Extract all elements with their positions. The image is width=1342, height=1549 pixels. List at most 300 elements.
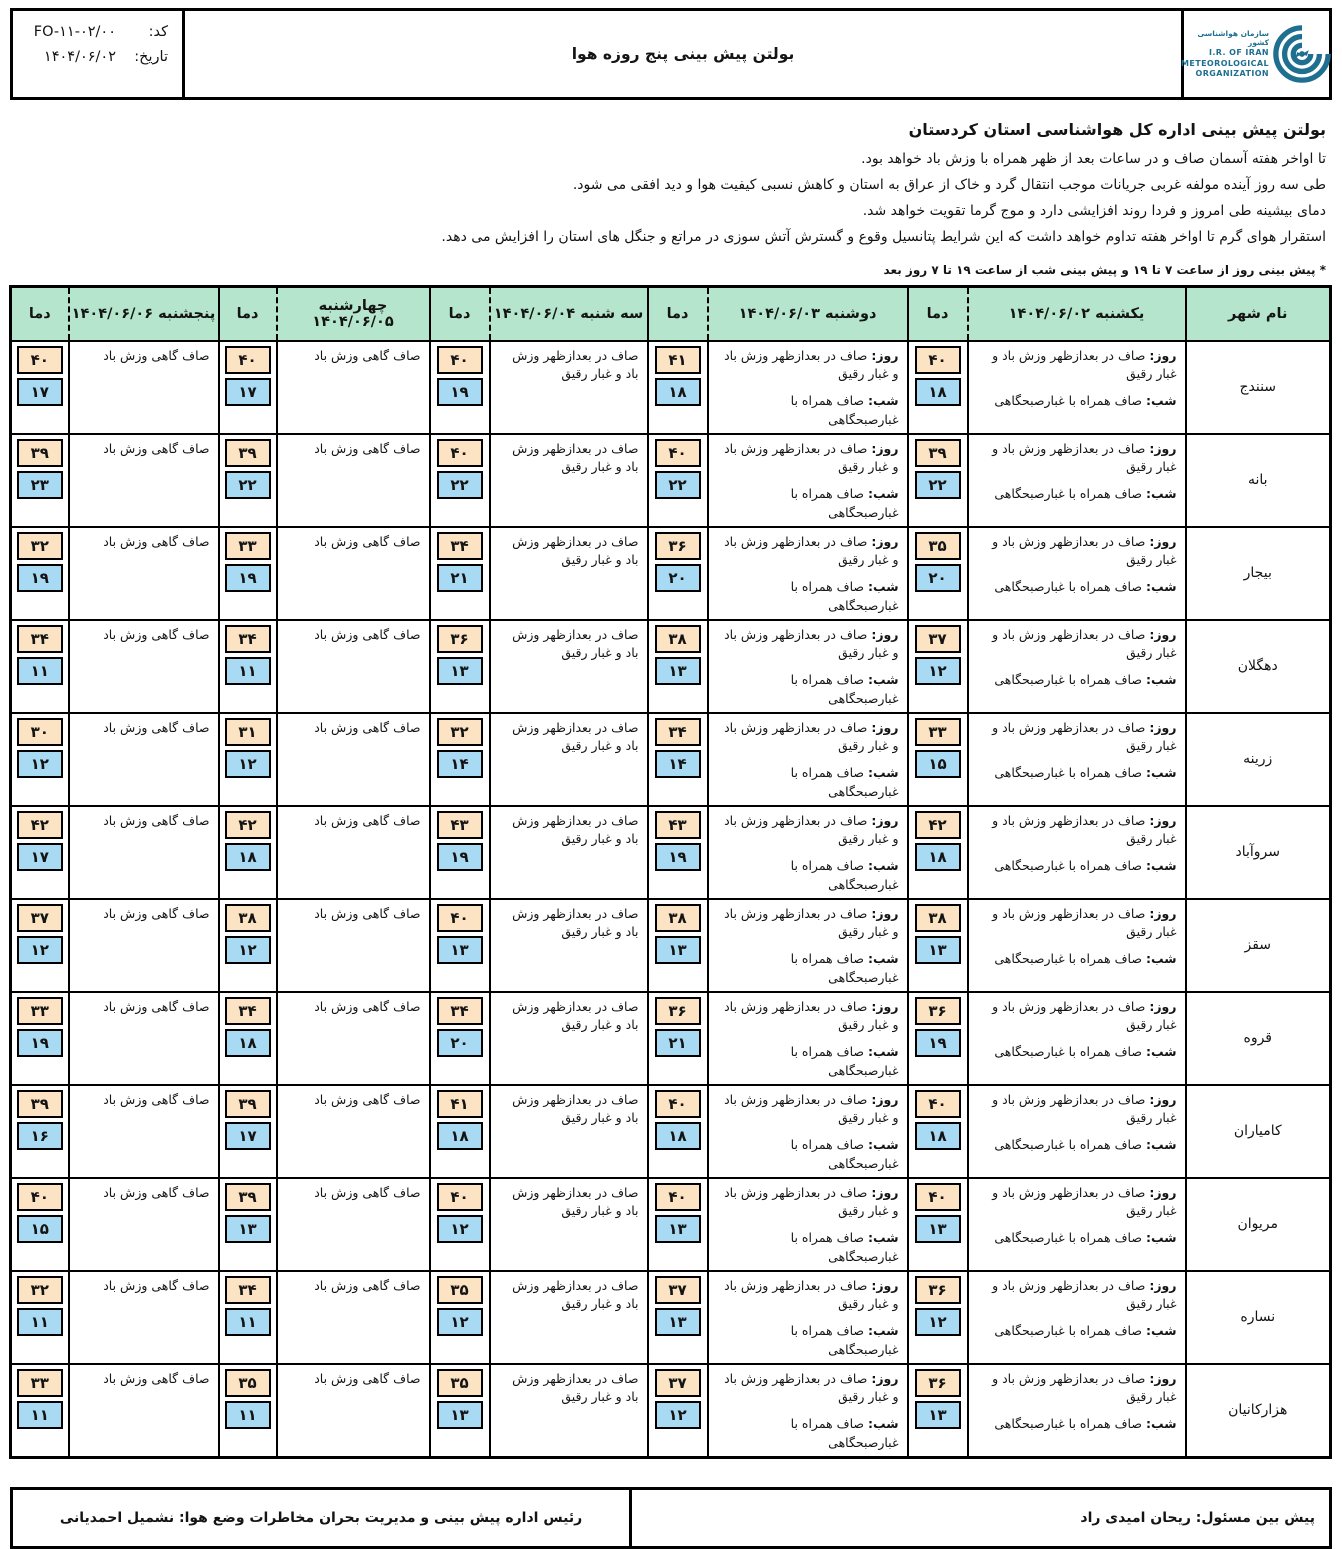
forecast-cell (708, 1271, 908, 1364)
temperature-cell (219, 341, 277, 434)
temp-min: ۱۳ (655, 657, 701, 685)
forecast-day-line: روز: صاف در بعدازظهر وزش باد و غبار رقیق (992, 719, 1177, 754)
forecast-cell: صاف گاهی وزش باد (69, 806, 219, 899)
temp-header-cell: دما (11, 287, 69, 341)
logo-text-fa: سازمان هواشناسی کشور (1197, 28, 1270, 48)
forecast-night-line: شب: صاف همراه با غبارصبحگاهی (790, 858, 899, 892)
temp-min: ۱۱ (17, 1308, 63, 1336)
temp-min: ۱۱ (17, 657, 63, 685)
temp-max: ۳۲ (437, 718, 483, 746)
day-label: روز: (1149, 812, 1177, 828)
forecast-cell: صاف در بعدازظهر وزش باد و غبار رقیق (490, 1178, 648, 1271)
forecast-cell (708, 1178, 908, 1271)
temp-min: ۱۴ (655, 750, 701, 778)
temp-min: ۱۳ (915, 1401, 961, 1429)
forecast-cell (708, 620, 908, 713)
temp-max: ۳۴ (437, 997, 483, 1025)
city-name: زرینه (1186, 713, 1331, 806)
day-label: روز: (871, 1184, 899, 1200)
temp-min: ۱۹ (655, 843, 701, 871)
temp-min: ۱۲ (655, 1401, 701, 1429)
temp-min: ۱۶ (17, 1122, 63, 1150)
forecast-night-line: شب: صاف همراه با غبارصبحگاهی (994, 672, 1177, 687)
temperature-cell (219, 620, 277, 713)
forecast-cell: صاف در بعدازظهر وزش باد و غبار رقیق (490, 713, 648, 806)
temp-min: ۱۷ (225, 1122, 271, 1150)
code-value: FO-۱۱-۰۲/۰۰ (33, 24, 116, 40)
temperature-cell (11, 1271, 69, 1364)
forecast-cell: صاف گاهی وزش باد (69, 434, 219, 527)
day-label: روز: (871, 533, 899, 549)
temperature-cell (11, 1178, 69, 1271)
temp-max: ۴۰ (437, 346, 483, 374)
night-label: شب: (867, 1323, 899, 1338)
temperature-cell (648, 527, 708, 620)
day-label: روز: (871, 998, 899, 1014)
temperature-cell (648, 1364, 708, 1458)
temp-max: ۳۳ (17, 997, 63, 1025)
forecast-cell (968, 713, 1186, 806)
temp-max: ۴۰ (437, 904, 483, 932)
temperature-cell (11, 1364, 69, 1458)
forecast-cell: صاف در بعدازظهر وزش باد و غبار رقیق (490, 341, 648, 434)
section-heading: بولتن پیش بینی اداره کل هواشناسی استان کردستان (908, 120, 1326, 139)
day-header-cell-1: دوشنبه ۱۴۰۴/۰۶/۰۳ (708, 287, 908, 341)
temperature-cell (648, 1271, 708, 1364)
temp-min: ۲۱ (655, 1029, 701, 1057)
temperature-cell (648, 620, 708, 713)
forecast-night-line: شب: صاف همراه با غبارصبحگاهی (790, 765, 899, 799)
temperature-cell (908, 806, 968, 899)
temp-max: ۴۱ (655, 346, 701, 374)
temp-max: ۳۴ (225, 625, 271, 653)
temp-min: ۱۴ (437, 750, 483, 778)
forecast-cell (968, 434, 1186, 527)
temp-min: ۱۳ (437, 657, 483, 685)
day-label: روز: (1149, 347, 1177, 363)
table-row (11, 434, 1331, 527)
forecast-cell: صاف گاهی وزش باد (277, 899, 430, 992)
forecast-cell: صاف در بعدازظهر وزش باد و غبار رقیق (490, 1085, 648, 1178)
temperature-cell (648, 1085, 708, 1178)
forecast-night-line: شب: صاف همراه با غبارصبحگاهی (994, 579, 1177, 594)
temp-max: ۳۶ (655, 997, 701, 1025)
temp-min: ۱۹ (437, 843, 483, 871)
temp-max: ۳۳ (225, 532, 271, 560)
forecast-cell: صاف گاهی وزش باد (277, 713, 430, 806)
night-label: شب: (867, 1416, 899, 1431)
temp-min: ۱۸ (915, 378, 961, 406)
night-label: شب: (1145, 858, 1177, 873)
day-label: روز: (1149, 1184, 1177, 1200)
forecast-cell (968, 1178, 1186, 1271)
forecaster-cell: پیش بین مسئول: ریحان امیدی راد (629, 1490, 1329, 1546)
temp-max: ۳۹ (17, 1090, 63, 1118)
night-label: شب: (867, 1230, 899, 1245)
temp-max: ۳۳ (17, 1369, 63, 1397)
day-label: روز: (1149, 719, 1177, 735)
night-label: شب: (1145, 1044, 1177, 1059)
forecast-cell: صاف گاهی وزش باد (69, 620, 219, 713)
temp-header-cell: دما (430, 287, 490, 341)
forecast-day-line: روز: صاف در بعدازظهر وزش باد و غبار رقیق (992, 905, 1177, 940)
city-name: دهگلان (1186, 620, 1331, 713)
footnote: * پیش بینی روز از ساعت ۷ تا ۱۹ و پیش بینی شب از ساعت ۱۹ تا ۷ روز بعد (883, 263, 1326, 277)
forecast-day-line: روز: صاف در بعدازظهر وزش باد و غبار رقیق (992, 812, 1177, 847)
temperature-cell (908, 992, 968, 1085)
forecast-cell (968, 1085, 1186, 1178)
night-label: شب: (1145, 486, 1177, 501)
forecast-day-line: روز: صاف در بعدازظهر وزش باد و غبار رقیق (724, 533, 899, 568)
temperature-cell (11, 620, 69, 713)
forecast-day-line: روز: صاف در بعدازظهر وزش باد و غبار رقیق (724, 1184, 899, 1219)
forecast-night-line: شب: صاف همراه با غبارصبحگاهی (790, 393, 899, 427)
forecast-cell (968, 620, 1186, 713)
temp-min: ۱۲ (437, 1308, 483, 1336)
temperature-cell (219, 1085, 277, 1178)
forecast-cell: صاف گاهی وزش باد (69, 527, 219, 620)
temperature-cell (219, 1271, 277, 1364)
temp-min: ۱۲ (915, 1308, 961, 1336)
temp-min: ۱۳ (437, 1401, 483, 1429)
temperature-cell (430, 341, 490, 434)
table-header-row (11, 287, 1331, 341)
temp-min: ۱۸ (225, 843, 271, 871)
temp-min: ۱۳ (655, 1215, 701, 1243)
temperature-cell (219, 806, 277, 899)
forecast-night-line: شب: صاف همراه با غبارصبحگاهی (790, 1323, 899, 1357)
summary-line-1: تا اواخر هفته آسمان صاف و در ساعات بعد از ظهر همراه با وزش باد خواهد بود. (861, 151, 1326, 167)
forecast-night-line: شب: صاف همراه با غبارصبحگاهی (790, 1230, 899, 1264)
forecast-night-line: شب: صاف همراه با غبارصبحگاهی (790, 1044, 899, 1078)
forecast-cell (968, 341, 1186, 434)
forecast-cell: صاف گاهی وزش باد (69, 899, 219, 992)
temp-max: ۳۱ (225, 718, 271, 746)
temp-min: ۱۲ (17, 750, 63, 778)
table-row (11, 341, 1331, 434)
forecast-cell (708, 527, 908, 620)
header-box (10, 8, 1332, 100)
forecast-day-line: روز: صاف در بعدازظهر وزش باد و غبار رقیق (992, 1091, 1177, 1126)
forecast-night-line: شب: صاف همراه با غبارصبحگاهی (790, 1137, 899, 1171)
forecast-cell: صاف در بعدازظهر وزش باد و غبار رقیق (490, 899, 648, 992)
temp-max: ۴۰ (17, 346, 63, 374)
temp-max: ۳۵ (437, 1369, 483, 1397)
temp-header-cell: دما (219, 287, 277, 341)
forecast-day-line: روز: صاف در بعدازظهر وزش باد و غبار رقیق (724, 626, 899, 661)
forecast-cell (968, 1271, 1186, 1364)
temp-min: ۲۲ (437, 471, 483, 499)
forecast-cell: صاف گاهی وزش باد (277, 434, 430, 527)
temp-header-cell: دما (908, 287, 968, 341)
temp-max: ۳۴ (655, 718, 701, 746)
spiral-logo-icon (1272, 24, 1332, 84)
temp-max: ۴۰ (655, 1090, 701, 1118)
temperature-cell (908, 1271, 968, 1364)
temp-max: ۳۲ (17, 532, 63, 560)
temp-max: ۴۲ (915, 811, 961, 839)
temp-max: ۳۷ (655, 1276, 701, 1304)
temp-max: ۴۰ (225, 346, 271, 374)
temp-max: ۳۴ (225, 1276, 271, 1304)
forecast-cell: صاف گاهی وزش باد (69, 992, 219, 1085)
temp-max: ۴۰ (915, 1183, 961, 1211)
temp-max: ۳۵ (915, 532, 961, 560)
forecast-night-line: شب: صاف همراه با غبارصبحگاهی (790, 1416, 899, 1450)
forecast-day-line: روز: صاف در بعدازظهر وزش باد و غبار رقیق (992, 626, 1177, 661)
temperature-cell (908, 899, 968, 992)
table-row (11, 1271, 1331, 1364)
temperature-cell (219, 899, 277, 992)
code-date-box (13, 11, 185, 97)
logo-text-en2: METEOROLOGICAL (1180, 58, 1270, 68)
forecast-day-line: روز: صاف در بعدازظهر وزش باد و غبار رقیق (724, 440, 899, 475)
forecast-day-line: روز: صاف در بعدازظهر وزش باد و غبار رقیق (724, 719, 899, 754)
logo-text-en1: I.R. OF IRAN (1208, 48, 1270, 58)
night-label: شب: (867, 393, 899, 408)
temp-min: ۱۱ (225, 657, 271, 685)
night-label: شب: (1145, 1230, 1177, 1245)
temp-max: ۳۹ (17, 439, 63, 467)
forecast-cell: صاف در بعدازظهر وزش باد و غبار رقیق (490, 527, 648, 620)
city-name: بیجار (1186, 527, 1331, 620)
temperature-cell (219, 527, 277, 620)
city-name: قروه (1186, 992, 1331, 1085)
forecast-cell (968, 1364, 1186, 1458)
temp-max: ۴۰ (915, 1090, 961, 1118)
forecast-cell (708, 992, 908, 1085)
temp-min: ۱۵ (17, 1215, 63, 1243)
temp-min: ۱۷ (17, 378, 63, 406)
temp-min: ۱۲ (225, 750, 271, 778)
temperature-cell (648, 713, 708, 806)
temp-min: ۱۵ (915, 750, 961, 778)
org-logo (1181, 11, 1329, 97)
forecast-cell: صاف گاهی وزش باد (69, 713, 219, 806)
forecast-cell (708, 1085, 908, 1178)
temp-max: ۴۳ (437, 811, 483, 839)
day-label: روز: (1149, 626, 1177, 642)
code-line (27, 24, 168, 40)
temperature-cell (430, 1178, 490, 1271)
temp-min: ۱۸ (915, 843, 961, 871)
night-label: شب: (1145, 765, 1177, 780)
city-name: مریوان (1186, 1178, 1331, 1271)
temperature-cell (430, 1085, 490, 1178)
forecast-cell: صاف گاهی وزش باد (277, 1364, 430, 1458)
city-name: سقز (1186, 899, 1331, 992)
temp-max: ۳۹ (915, 439, 961, 467)
temp-min: ۱۹ (17, 564, 63, 592)
forecast-cell: صاف گاهی وزش باد (277, 1085, 430, 1178)
temperature-cell (908, 1364, 968, 1458)
temp-min: ۱۷ (17, 843, 63, 871)
temp-min: ۱۳ (915, 1215, 961, 1243)
day-label: روز: (1149, 1091, 1177, 1107)
temp-header-cell: دما (648, 287, 708, 341)
temperature-cell (11, 434, 69, 527)
temp-max: ۳۶ (437, 625, 483, 653)
temp-max: ۳۸ (655, 625, 701, 653)
temp-min: ۱۲ (17, 936, 63, 964)
forecast-cell (968, 527, 1186, 620)
forecast-night-line: شب: صاف همراه با غبارصبحگاهی (994, 765, 1177, 780)
temperature-cell (648, 341, 708, 434)
forecast-day-line: روز: صاف در بعدازظهر وزش باد و غبار رقیق (992, 998, 1177, 1033)
temperature-cell (11, 1085, 69, 1178)
forecast-day-line: روز: صاف در بعدازظهر وزش باد و غبار رقیق (992, 533, 1177, 568)
temp-min: ۱۳ (655, 1308, 701, 1336)
night-label: شب: (1145, 579, 1177, 594)
temperature-cell (219, 1178, 277, 1271)
city-name: هزارکانیان (1186, 1364, 1331, 1458)
day-header-cell-3: چهارشنبه ۱۴۰۴/۰۶/۰۵ (277, 287, 430, 341)
date-line (27, 49, 168, 65)
temp-min: ۱۲ (437, 1215, 483, 1243)
forecast-night-line: شب: صاف همراه با غبارصبحگاهی (994, 951, 1177, 966)
forecast-day-line: روز: صاف در بعدازظهر وزش باد و غبار رقیق (992, 1277, 1177, 1312)
temp-max: ۴۰ (655, 439, 701, 467)
temperature-cell (11, 806, 69, 899)
day-label: روز: (1149, 1370, 1177, 1386)
temp-min: ۱۱ (225, 1401, 271, 1429)
date-label: تاریخ: (134, 49, 168, 65)
forecast-day-line: روز: صاف در بعدازظهر وزش باد و غبار رقیق (992, 347, 1177, 382)
code-label: کد: (148, 24, 168, 40)
forecast-night-line: شب: صاف همراه با غبارصبحگاهی (790, 579, 899, 613)
forecast-night-line: شب: صاف همراه با غبارصبحگاهی (994, 393, 1177, 408)
forecast-night-line: شب: صاف همراه با غبارصبحگاهی (790, 951, 899, 985)
temp-max: ۳۸ (915, 904, 961, 932)
forecast-night-line: شب: صاف همراه با غبارصبحگاهی (994, 1323, 1177, 1338)
summary-line-2: طی سه روز آینده مولفه غربی جریانات موجب انتقال گرد و خاک از عراق به استان و کاهش نسبی کیفیت هوا و دید افقی می شود. (572, 177, 1326, 193)
temperature-cell (11, 992, 69, 1085)
table-row (11, 620, 1331, 713)
city-name: بانه (1186, 434, 1331, 527)
city-name: سنندج (1186, 341, 1331, 434)
temp-max: ۳۴ (225, 997, 271, 1025)
night-label: شب: (867, 1044, 899, 1059)
day-label: روز: (871, 905, 899, 921)
forecast-cell: صاف در بعدازظهر وزش باد و غبار رقیق (490, 1271, 648, 1364)
temperature-cell (908, 527, 968, 620)
night-label: شب: (1145, 1137, 1177, 1152)
temp-max: ۴۳ (655, 811, 701, 839)
forecast-night-line: شب: صاف همراه با غبارصبحگاهی (994, 1044, 1177, 1059)
day-label: روز: (1149, 905, 1177, 921)
forecast-day-line: روز: صاف در بعدازظهر وزش باد و غبار رقیق (992, 1184, 1177, 1219)
logo-text-en3: ORGANIZATION (1195, 68, 1270, 78)
night-label: شب: (867, 951, 899, 966)
night-label: شب: (1145, 1416, 1177, 1431)
temperature-cell (908, 1085, 968, 1178)
day-header-cell-2: سه شنبه ۱۴۰۴/۰۶/۰۴ (490, 287, 648, 341)
bulletin-title: بولتن پیش بینی پنج روزه هوا (571, 45, 795, 63)
temperature-cell (219, 992, 277, 1085)
night-label: شب: (1145, 393, 1177, 408)
forecast-cell: صاف در بعدازظهر وزش باد و غبار رقیق (490, 434, 648, 527)
forecast-cell: صاف گاهی وزش باد (277, 1178, 430, 1271)
temp-min: ۲۳ (17, 471, 63, 499)
forecast-cell: صاف گاهی وزش باد (69, 1364, 219, 1458)
forecast-summary (16, 120, 1326, 277)
temp-max: ۳۹ (225, 1183, 271, 1211)
temp-min: ۱۳ (655, 936, 701, 964)
day-label: روز: (871, 719, 899, 735)
night-label: شب: (1145, 672, 1177, 687)
forecast-day-line: روز: صاف در بعدازظهر وزش باد و غبار رقیق (992, 440, 1177, 475)
forecast-cell (708, 341, 908, 434)
office-head-cell: رئیس اداره پیش بینی و مدیریت بحران مخاطرات وضع هوا: نشمیل احمدیانی (59, 1509, 583, 1526)
temp-min: ۱۱ (225, 1308, 271, 1336)
forecast-cell (708, 899, 908, 992)
forecast-day-line: روز: صاف در بعدازظهر وزش باد و غبار رقیق (724, 812, 899, 847)
temperature-cell (219, 434, 277, 527)
temperature-cell (430, 713, 490, 806)
city-name: نساره (1186, 1271, 1331, 1364)
forecast-cell (968, 806, 1186, 899)
temperature-cell (219, 1364, 277, 1458)
temp-max: ۳۸ (655, 904, 701, 932)
night-label: شب: (1145, 951, 1177, 966)
temp-max: ۳۳ (915, 718, 961, 746)
day-label: روز: (871, 1277, 899, 1293)
temp-min: ۲۱ (437, 564, 483, 592)
forecast-cell: صاف گاهی وزش باد (277, 620, 430, 713)
temp-min: ۱۹ (915, 1029, 961, 1057)
temperature-cell (430, 992, 490, 1085)
forecast-cell: صاف در بعدازظهر وزش باد و غبار رقیق (490, 1364, 648, 1458)
footer (10, 1487, 1332, 1549)
night-label: شب: (867, 858, 899, 873)
table-row (11, 527, 1331, 620)
day-label: روز: (871, 440, 899, 456)
temp-max: ۳۲ (17, 1276, 63, 1304)
day-label: روز: (871, 347, 899, 363)
logo-text (1181, 29, 1269, 80)
temperature-cell (908, 620, 968, 713)
temp-max: ۳۴ (437, 532, 483, 560)
summary-line-3: دمای بیشینه طی امروز و فردا روند افزایشی دارد و موج گرما تقویت خواهد شد. (862, 203, 1326, 219)
day-label: روز: (1149, 440, 1177, 456)
table-row (11, 992, 1331, 1085)
forecast-night-line: شب: صاف همراه با غبارصبحگاهی (994, 1137, 1177, 1152)
temp-max: ۳۹ (225, 439, 271, 467)
summary-line-4: استقرار هوای گرم تا اواخر هفته تداوم خواهد داشت که این شرایط پتانسیل وقوع و گسترش آتش سوزی در مراتع و جنگل های استان را افزایش می دهد. (441, 229, 1326, 245)
temperature-cell (11, 899, 69, 992)
table-row (11, 1178, 1331, 1271)
day-label: روز: (1149, 1277, 1177, 1293)
night-label: شب: (867, 765, 899, 780)
forecast-cell (708, 806, 908, 899)
temperature-cell (430, 806, 490, 899)
forecast-day-line: روز: صاف در بعدازظهر وزش باد و غبار رقیق (724, 998, 899, 1033)
forecast-day-line: روز: صاف در بعدازظهر وزش باد و غبار رقیق (724, 905, 899, 940)
temp-min: ۲۲ (915, 471, 961, 499)
temp-min: ۱۹ (17, 1029, 63, 1057)
day-label: روز: (1149, 998, 1177, 1014)
temp-max: ۴۰ (437, 1183, 483, 1211)
temperature-cell (11, 341, 69, 434)
temp-max: ۳۸ (225, 904, 271, 932)
night-label: شب: (867, 1137, 899, 1152)
night-label: شب: (867, 486, 899, 501)
temperature-cell (219, 713, 277, 806)
night-label: شب: (867, 579, 899, 594)
table-row (11, 1085, 1331, 1178)
day-label: روز: (1149, 533, 1177, 549)
temp-max: ۴۲ (225, 811, 271, 839)
